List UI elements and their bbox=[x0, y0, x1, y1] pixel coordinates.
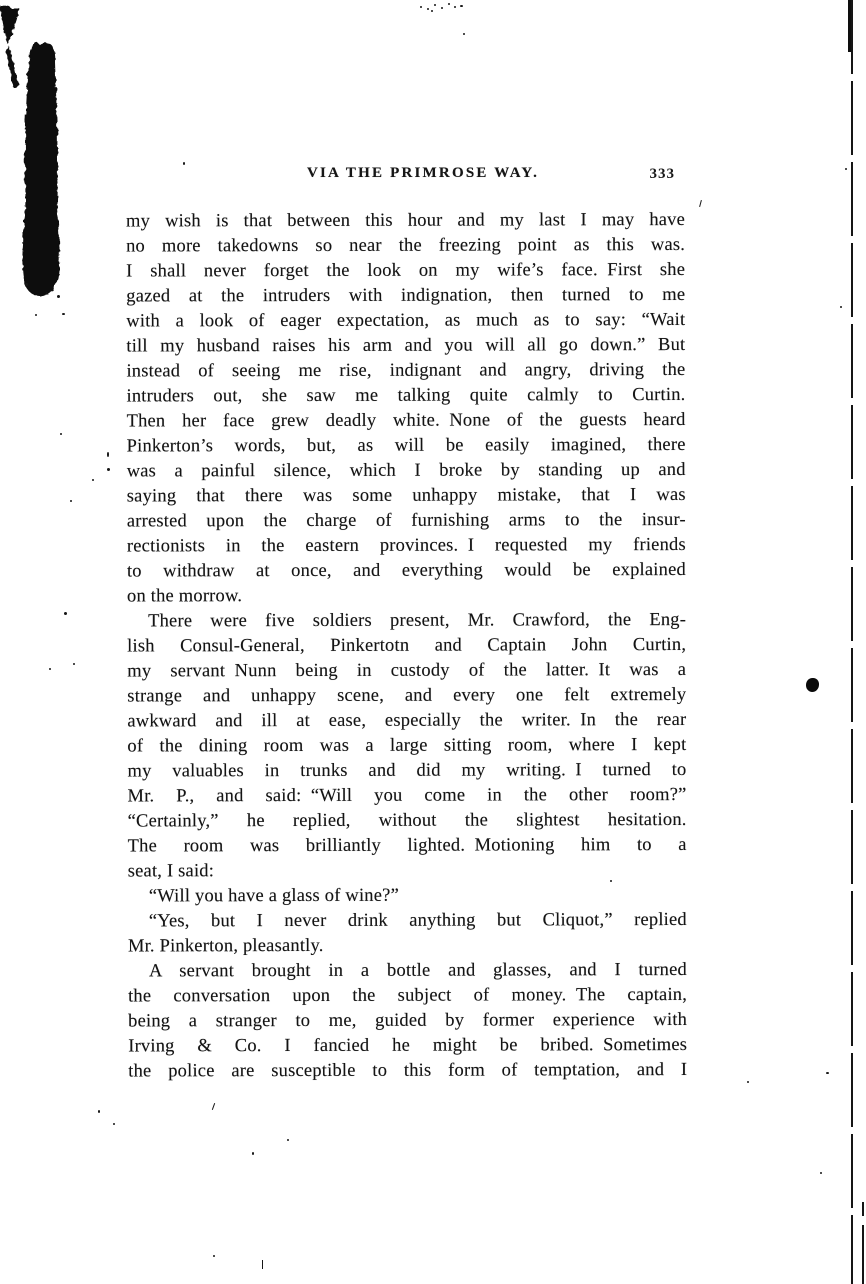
scan-speck bbox=[92, 479, 94, 481]
text-line: my servant Nunn being in custody of the latter. It was a bbox=[127, 659, 687, 682]
text-line: Pinkerton’s words, but, as will be easily imagined, there bbox=[126, 434, 686, 457]
running-title: VIA THE PRIMROSE WAY. bbox=[306, 165, 540, 181]
scan-speck bbox=[431, 10, 433, 12]
scan-speck bbox=[107, 468, 110, 471]
scan-speck bbox=[113, 1123, 115, 1125]
scan-speck bbox=[420, 6, 422, 8]
scan-speck bbox=[60, 433, 62, 435]
scan-speck bbox=[35, 314, 37, 316]
scan-speck bbox=[610, 880, 612, 882]
text-line: awkward and ill at ease, especially the writer. In the rear bbox=[127, 709, 687, 732]
text-line: no more takedowns so near the freezing point as this was. bbox=[126, 234, 686, 257]
text-line: gazed at the intruders with indignation, then turned to me bbox=[126, 284, 686, 307]
text-line: on the morrow. bbox=[126, 586, 243, 607]
text-line: arrested upon the charge of furnishing arms to the insur- bbox=[126, 509, 686, 532]
text-line: intruders out, she saw me talking quite calmly to Curtin. bbox=[126, 384, 686, 407]
scan-speck bbox=[98, 1110, 100, 1113]
scan-speck bbox=[747, 1081, 749, 1083]
scan-speck bbox=[463, 33, 465, 35]
paragraph bbox=[127, 608, 687, 884]
text-line: Then her face grew deadly white. None of the guests heard bbox=[126, 409, 686, 432]
text-line: There were five soldiers present, Mr. Crawford, the Eng- bbox=[148, 609, 687, 632]
scan-speck bbox=[840, 306, 842, 308]
scan-speck bbox=[73, 663, 75, 665]
scan-tick bbox=[212, 1103, 215, 1110]
cover-edge-line bbox=[862, 1202, 864, 1284]
scan-speck bbox=[441, 7, 443, 9]
ink-smudge-artifact bbox=[0, 0, 80, 330]
paragraph bbox=[128, 908, 687, 959]
scan-speck bbox=[826, 1072, 829, 1074]
scan-speck bbox=[57, 295, 60, 298]
page-header bbox=[127, 165, 685, 187]
scan-speck bbox=[62, 313, 65, 315]
page-edge-line bbox=[851, 0, 853, 1284]
text-line: instead of seeing me rise, indignant and angry, driving the bbox=[126, 359, 686, 382]
scan-speck bbox=[49, 668, 51, 670]
text-line: strange and unhappy scene, and every one felt extremely bbox=[127, 684, 687, 707]
scan-speck bbox=[64, 612, 67, 615]
scan-speck bbox=[427, 8, 429, 10]
ink-dot-artifact bbox=[806, 678, 819, 692]
text-line: rectionists in the eastern provinces. I requested my friends bbox=[126, 534, 686, 557]
text-line: A servant brought in a bottle and glasses, and I turned bbox=[148, 959, 688, 982]
text-line: Irving & Co. I fancied he might be bribed. Sometimes bbox=[128, 1034, 688, 1057]
scan-speck bbox=[252, 1152, 254, 1155]
text-line: Mr. Pinkerton, pleasantly. bbox=[127, 935, 324, 957]
paragraph bbox=[128, 883, 687, 909]
text-line: of the dining room was a large sitting room, where I kept bbox=[127, 734, 687, 757]
scan-speck bbox=[434, 4, 436, 6]
scan-speck bbox=[25, 283, 28, 286]
scan-tick bbox=[262, 1260, 263, 1269]
text-line: to withdraw at once, and everything would be explained bbox=[126, 559, 686, 582]
text-line: being a stranger to me, guided by former experience with bbox=[128, 1009, 688, 1032]
page-text bbox=[126, 208, 687, 1084]
scan-speck bbox=[107, 452, 109, 457]
text-line: my wish is that between this hour and my last I may have bbox=[126, 210, 686, 232]
text-line: “Will you have a glass of wine?” bbox=[148, 885, 400, 907]
text-line: was a painful silence, which I broke by standing up and bbox=[126, 459, 686, 482]
text-line: The room was brilliantly lighted. Motioning him to a bbox=[127, 834, 687, 857]
text-line: seat, I said: bbox=[127, 861, 215, 882]
scan-speck bbox=[845, 168, 847, 170]
text-line: the police are susceptible to this form of temptation, and I bbox=[128, 1059, 688, 1082]
scan-speck bbox=[70, 500, 72, 502]
scan-speck bbox=[213, 1255, 215, 1257]
scan-tick bbox=[699, 200, 702, 207]
page-number: 333 bbox=[649, 166, 675, 182]
paragraph bbox=[126, 208, 686, 609]
text-line: with a look of eager expectation, as much as to say: “Wait bbox=[126, 309, 686, 332]
text-line: the conversation upon the subject of money. The captain, bbox=[128, 984, 688, 1007]
scan-speck bbox=[454, 6, 456, 8]
scan-speck bbox=[183, 162, 185, 165]
paragraph bbox=[128, 958, 687, 1084]
text-line: “Yes, but I never drink anything but Cliquot,” replied bbox=[148, 909, 687, 932]
text-line: lish Consul-General, Pinkertotn and Captain John Curtin, bbox=[127, 634, 687, 657]
scan-speck bbox=[287, 1139, 289, 1141]
scan-speck bbox=[820, 1172, 822, 1174]
scan-speck bbox=[448, 3, 450, 5]
text-line: saying that there was some unhappy mistake, that I was bbox=[126, 484, 686, 507]
text-line: Mr. P., and said: “Will you come in the other room?” bbox=[127, 784, 687, 807]
scan-speck bbox=[460, 5, 463, 7]
text-line: “Certainly,” he replied, without the slightest hesitation. bbox=[127, 809, 687, 832]
text-line: till my husband raises his arm and you will all go down.” But bbox=[126, 334, 686, 357]
text-line: my valuables in trunks and did my writing. I turned to bbox=[127, 759, 687, 782]
text-line: I shall never forget the look on my wife’s face. First she bbox=[126, 259, 686, 282]
